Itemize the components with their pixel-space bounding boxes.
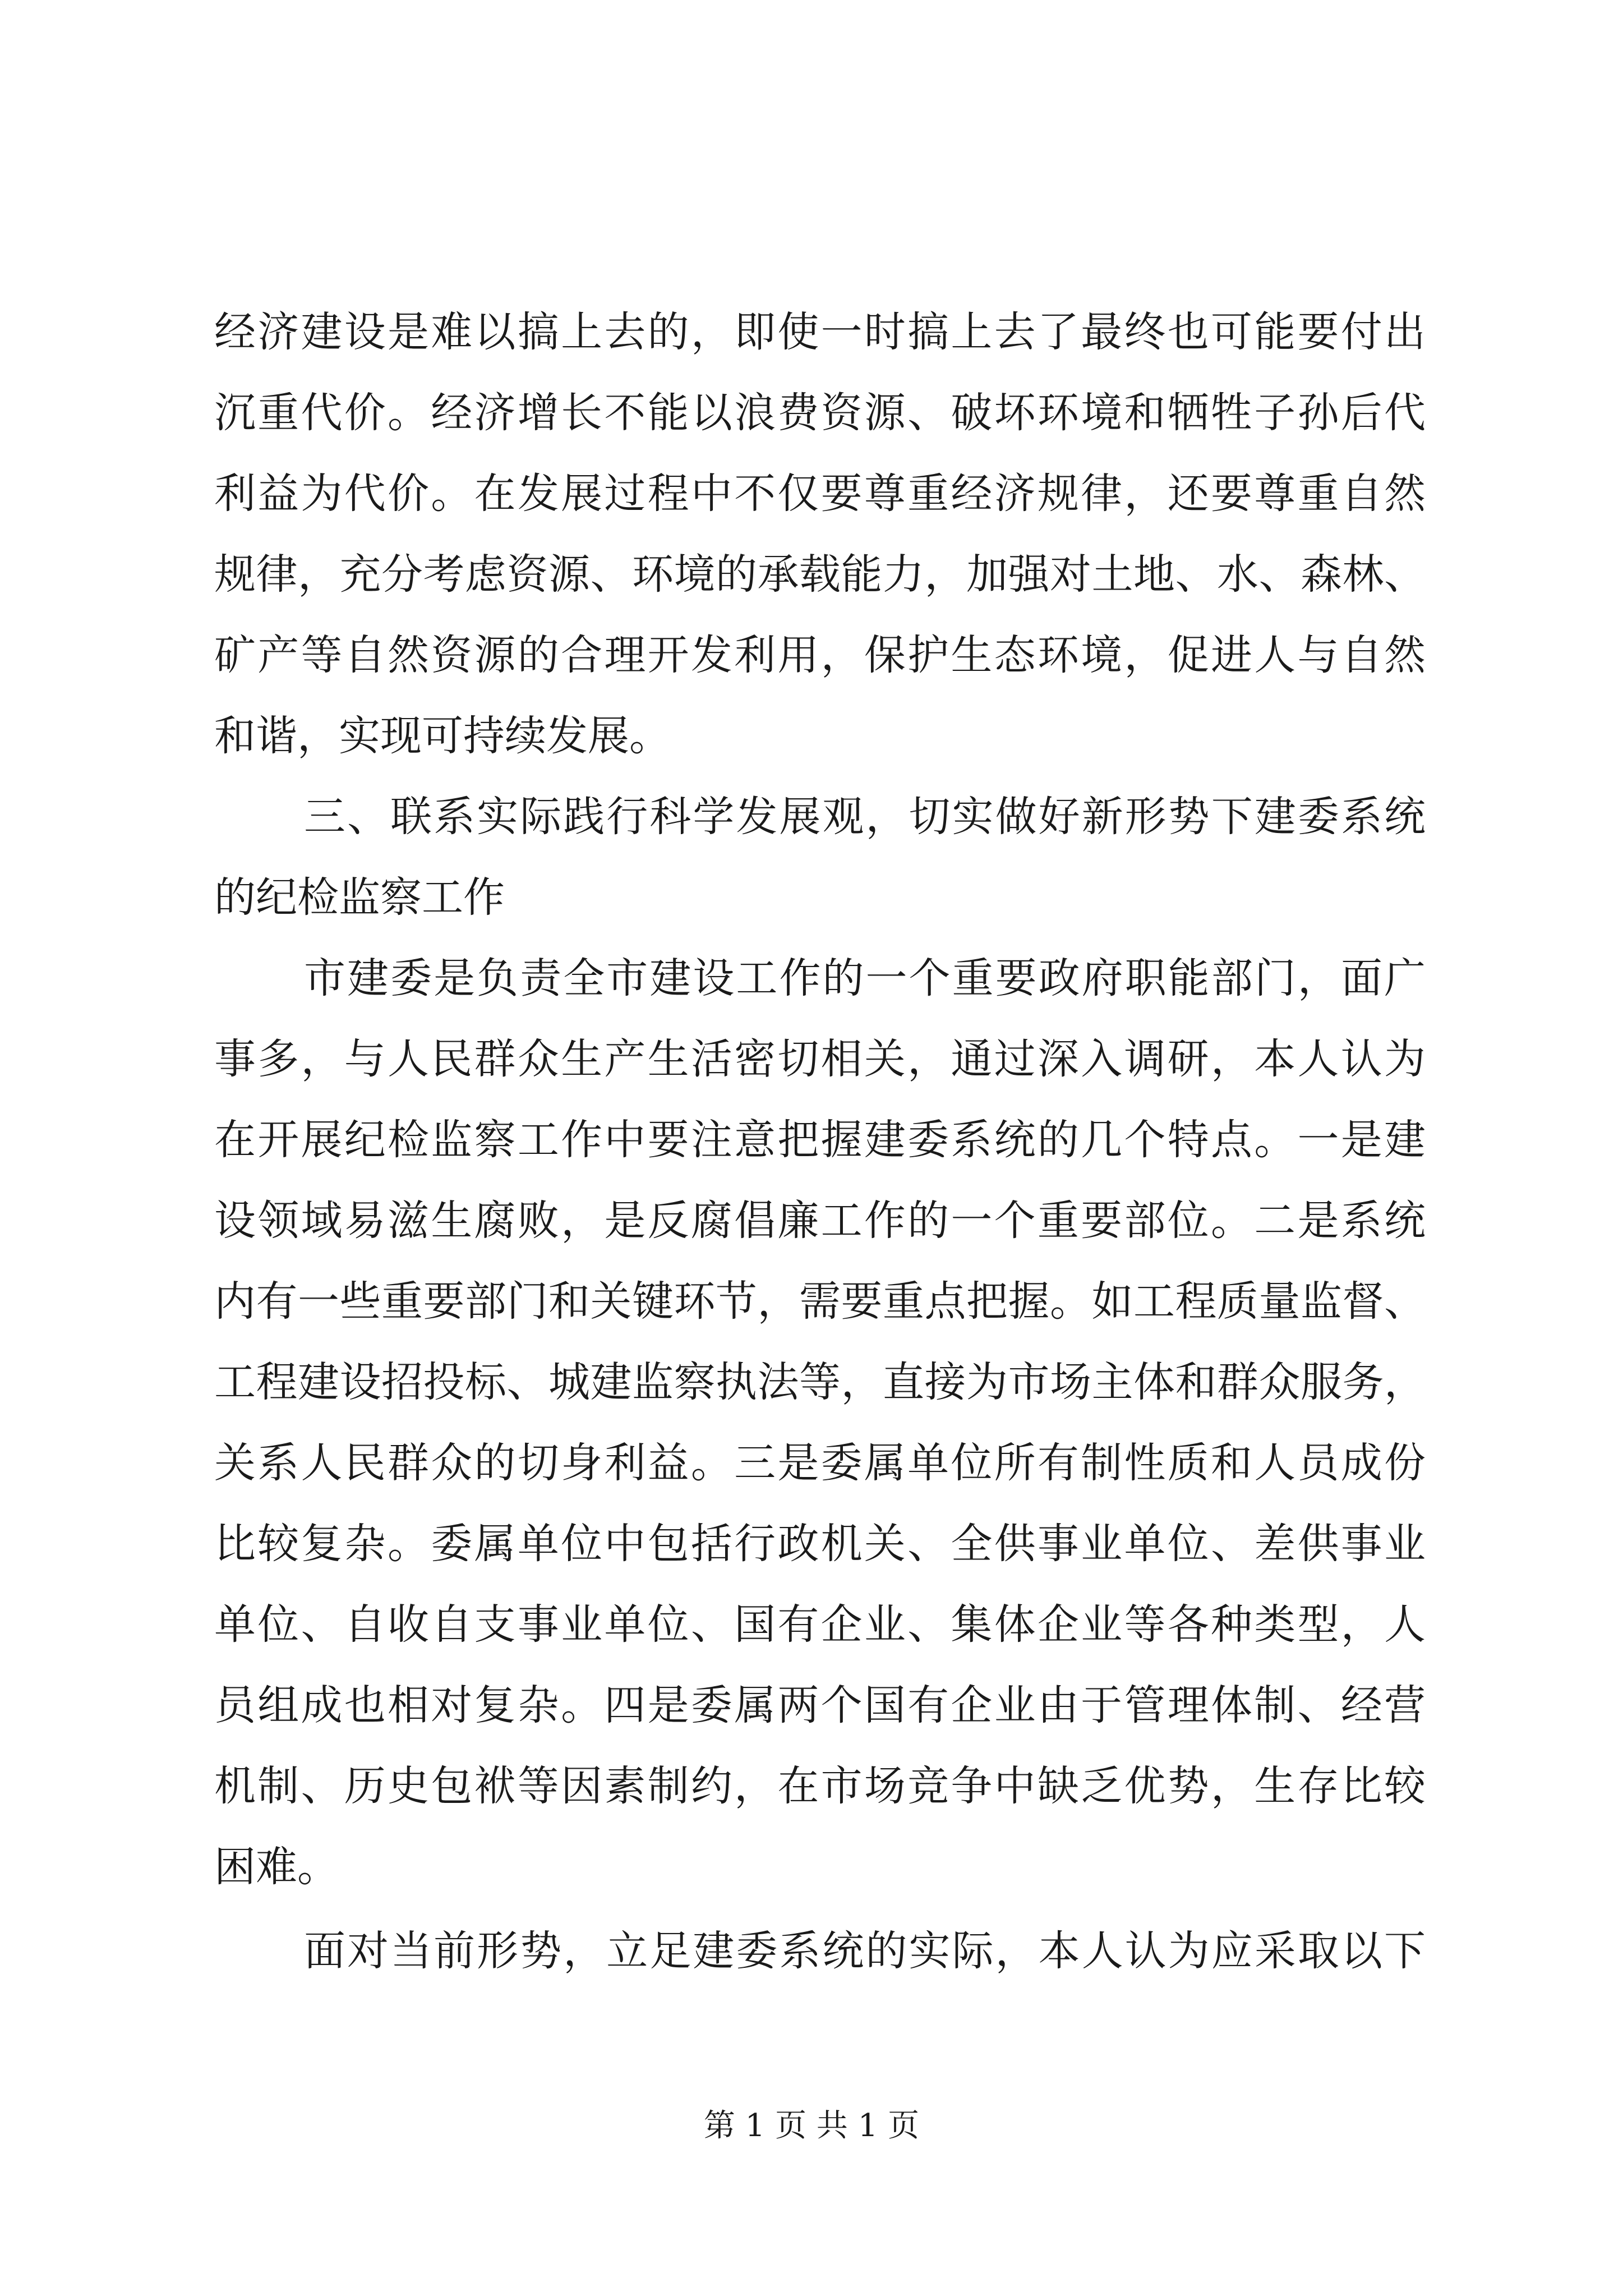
page-footer: 第 1 页 共 1 页: [703, 2108, 920, 2144]
paragraph: [214, 292, 1426, 776]
text-line: 和谐，实现可持续发展。: [214, 712, 671, 760]
text-line: 经济建设是难以搞上去的，即使一时搞上去了最终也可能要付出: [214, 308, 1426, 356]
text-line: 的纪检监察工作: [214, 873, 505, 922]
text-line: 比较复杂。委属单位中包括行政机关、全供事业单位、差供事业: [214, 1520, 1426, 1568]
paragraph: [214, 1911, 1426, 1991]
text-line: 困难。: [214, 1843, 339, 1891]
text-line: 利益为代价。在发展过程中不仅要尊重经济规律，还要尊重自然: [214, 470, 1426, 518]
text-line: 员组成也相对复杂。四是委属两个国有企业由于管理体制、经营: [214, 1681, 1426, 1729]
text-line: 事多，与人民群众生产生活密切相关，通过深入调研，本人认为: [214, 1035, 1426, 1083]
text-line: 沉重代价。经济增长不能以浪费资源、破坏环境和牺牲子孙后代: [214, 389, 1426, 437]
text-line: 内有一些重要部门和关键环节，需要重点把握。如工程质量监督、: [214, 1277, 1426, 1326]
text-line: 在开展纪检监察工作中要注意把握建委系统的几个特点。一是建: [214, 1116, 1426, 1164]
document-body: [214, 292, 1426, 1991]
text-line: 关系人民群众的切身利益。三是委属单位所有制性质和人员成份: [214, 1439, 1426, 1487]
text-line: 面对当前形势，立足建委系统的实际，本人认为应采取以下: [304, 1927, 1426, 1975]
text-line: 市建委是负责全市建设工作的一个重要政府职能部门，面广: [304, 954, 1426, 1002]
paragraph: [214, 938, 1426, 1907]
text-line: 工程建设招投标、城建监察执法等，直接为市场主体和群众服务，: [214, 1358, 1426, 1406]
text-line: 矿产等自然资源的合理开发利用，保护生态环境，促进人与自然: [214, 631, 1426, 679]
text-line: 规律，充分考虑资源、环境的承载能力，加强对土地、水、森林、: [214, 550, 1426, 599]
text-line: 机制、历史包袱等因素制约，在市场竞争中缺乏优势，生存比较: [214, 1762, 1426, 1810]
text-line: 单位、自收自支事业单位、国有企业、集体企业等各种类型，人: [214, 1600, 1426, 1649]
text-line: 三、联系实际践行科学发展观，切实做好新形势下建委系统: [304, 793, 1426, 841]
text-line: 设领域易滋生腐败，是反腐倡廉工作的一个重要部位。二是系统: [214, 1197, 1426, 1245]
section-heading: [214, 776, 1426, 938]
